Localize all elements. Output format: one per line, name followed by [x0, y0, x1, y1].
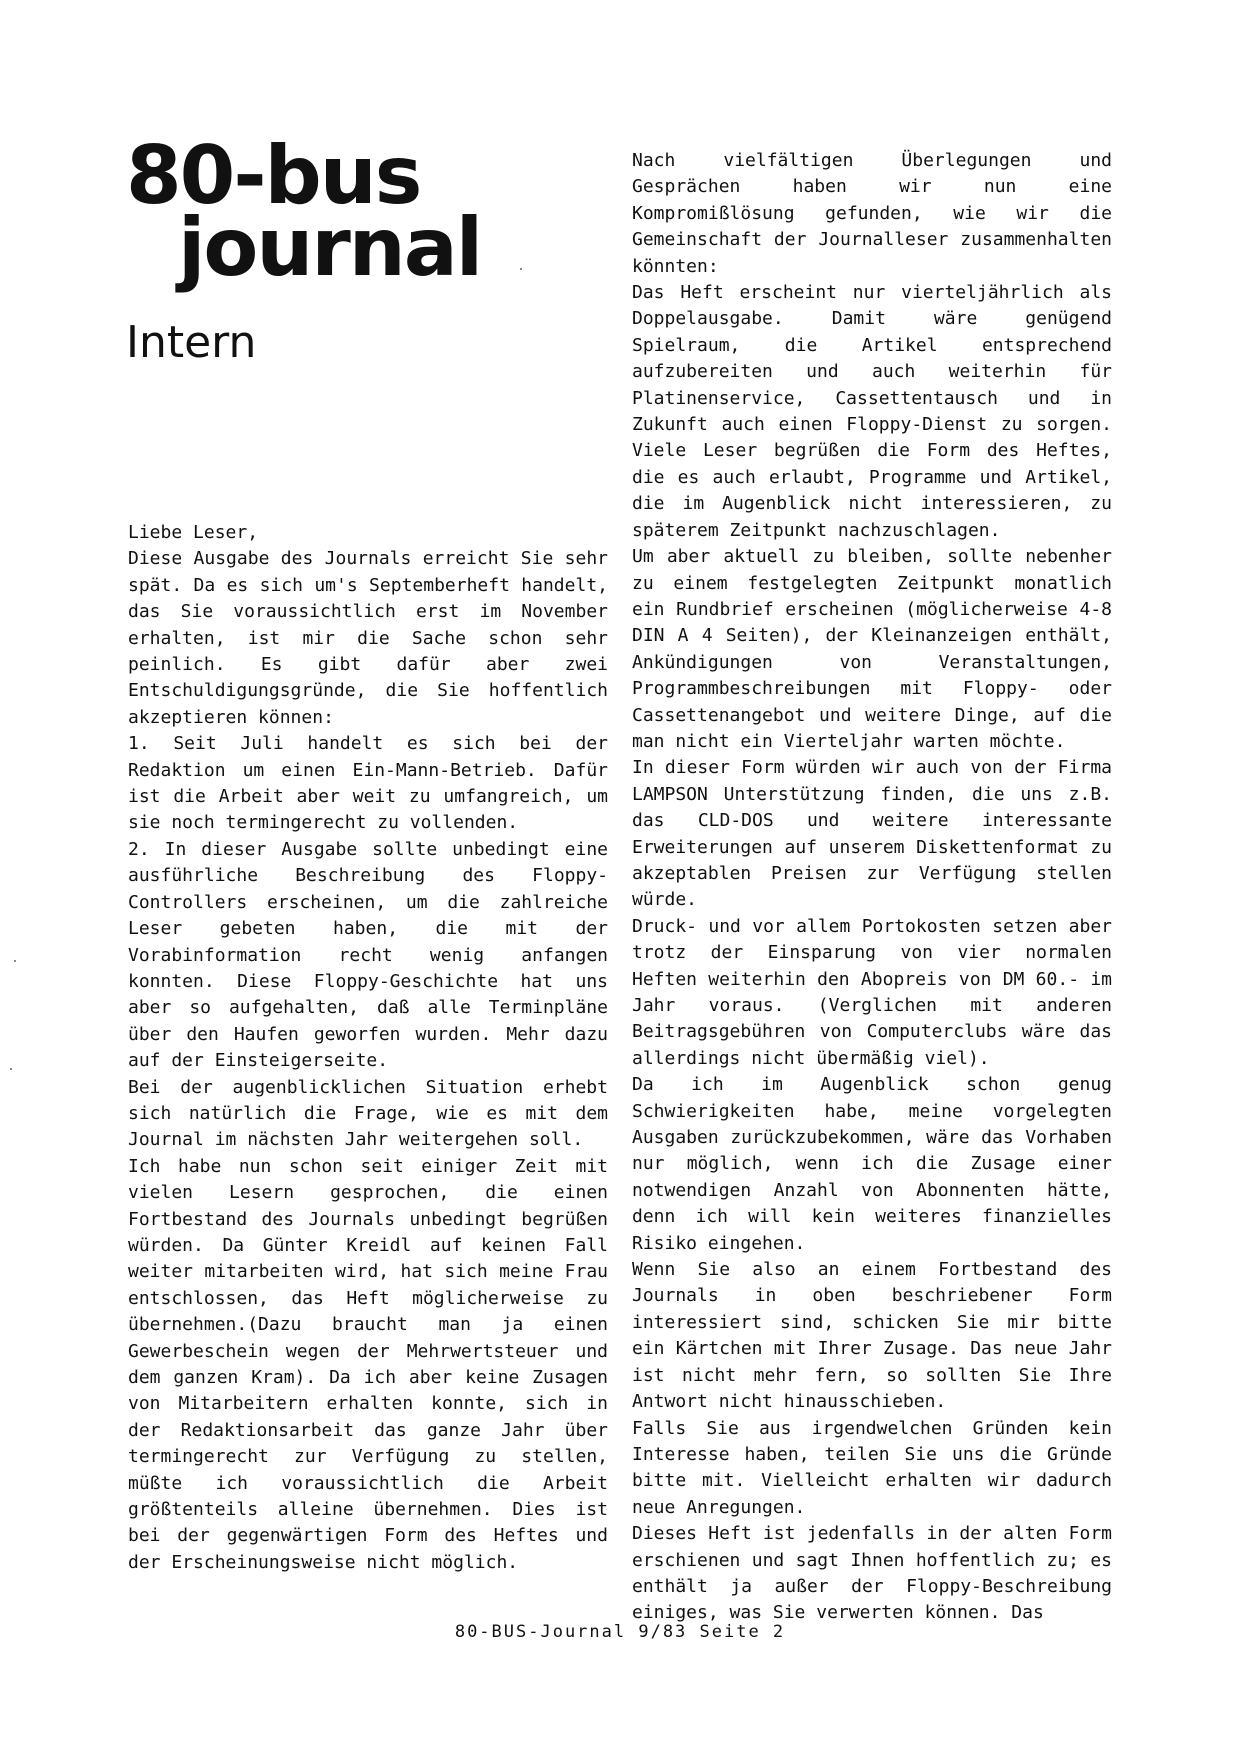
logo-line-2: journal — [178, 201, 482, 294]
paragraph: Druck- und vor allem Portokosten setzen aber trotz der Einsparung von vier normalen Heften weiterhin den Abopreis von DM 60.- im Jahr voraus. (Verglichen mit anderen Beitragsgebühren von Computerclubs wäre das allerdings nicht übermäßig viel). — [632, 915, 1112, 1069]
paragraph: In dieser Form würden wir auch von der Firma LAMPSON Unterstützung finden, die uns z.B. das CLD-DOS und weitere interessante Erweiterungen auf unserem Diskettenformat zu akzeptablen Preisen zur Verfügung stellen würde. — [632, 757, 1112, 911]
journal-logo — [126, 129, 546, 294]
scan-speck — [520, 268, 522, 270]
left-column — [128, 520, 608, 1576]
section-title: Intern — [126, 317, 257, 368]
paragraph: Dieses Heft ist jedenfalls in der alten Form erschienen und sagt Ihnen hoffentlich zu; es enthält ja außer der Floppy-Beschreibung einiges, was Sie verwerten können. Das — [632, 1523, 1112, 1624]
paragraph: Ich habe nun schon seit einiger Zeit mit vielen Lesern gesprochen, die einen Fortbestand des Journals unbedingt begrüßen würden. Da Günter Kreidl auf keinen Fall weiter mitarbeiten wird, hat sich meine Frau entschlossen, das Heft möglicherweise zu übernehmen.(Dazu braucht man ja einen Gewerbeschein wegen der Mehrwertsteuer und dem ganzen Kram). Da ich aber keine Zusagen von Mitarbeitern erhalten konnte, sich in der Redaktionsarbeit das ganze Jahr über termingerecht zur Verfügung zu stellen, müßte ich voraussichtlich die Arbeit größtenteils alleine übernehmen. Dies ist bei der gegenwärtigen Form des Heftes und der Erscheinungsweise nicht möglich. — [128, 1155, 608, 1573]
paragraph: Nach vielfältigen Überlegungen und Gesprächen haben wir nun eine Kompromißlösung gefunden, wie wir die Gemeinschaft der Journalleser zusammenhalten könnten: — [632, 150, 1112, 277]
scan-speck — [10, 1068, 12, 1070]
scan-speck — [14, 960, 16, 962]
paragraph: Wenn Sie also an einem Fortbestand des Journals in oben beschriebener Form interessiert sind, schicken Sie mir bitte ein Kärtchen mit Ihrer Zusage. Das neue Jahr ist nicht mehr fern, so sollten Sie Ihre Antwort nicht hinausschieben. — [632, 1259, 1112, 1413]
paragraph: 2. In dieser Ausgabe sollte unbedingt eine ausführliche Beschreibung des Floppy-Controllers erscheinen, um die zahlreiche Leser gebeten haben, die mit der Vorabinformation recht wenig anfangen konnten. Diese Floppy-Geschichte hat uns aber so aufgehalten, daß alle Terminpläne über den Haufen geworfen wurden. Mehr dazu auf der Einsteigerseite. — [128, 838, 608, 1072]
paragraph: Das Heft erscheint nur vierteljährlich als Doppelausgabe. Damit wäre genügend Spielraum, die Artikel entsprechend aufzubereiten und auch weiterhin für Platinenservice, Cassettentausch und in Zukunft auch einen Floppy-Dienst zu sorgen. Viele Leser begrüßen die Form des Heftes, die es auch erlaubt, Programme und Artikel, die im Augenblick nicht interessieren, zu späterem Zeitpunkt nachzuschlagen. — [632, 282, 1112, 541]
paragraph: Falls Sie aus irgendwelchen Gründen kein Interesse haben, teilen Sie uns die Gründe bitte mit. Vielleicht erhalten wir dadurch neue Anregungen. — [632, 1417, 1112, 1518]
paragraph: 1. Seit Juli handelt es sich bei der Redaktion um einen Ein-Mann-Betrieb. Dafür ist die Arbeit aber weit zu umfangreich, um sie noch termingerecht zu vollenden. — [128, 733, 608, 834]
logo-line-1: 80-bus — [126, 129, 421, 222]
paragraph: Bei der augenblicklichen Situation erhebt sich natürlich die Frage, wie es mit dem Journal im nächsten Jahr weitergehen soll. — [128, 1076, 608, 1151]
right-column — [632, 148, 1112, 1627]
greeting: Liebe Leser, — [128, 522, 259, 543]
page-footer: 80-BUS-Journal 9/83 Seite 2 — [454, 1622, 786, 1642]
paragraph: Um aber aktuell zu bleiben, sollte nebenher zu einem festgelegten Zeitpunkt monatlich ein Rundbrief erscheinen (möglicherweise 4-8 DIN A 4 Seiten), der Kleinanzeigen enthält, Ankündigungen von Veranstaltungen, Programmbeschreibungen mit Floppy- oder Cassettenangebot und weitere Dinge, auf die man nicht ein Vierteljahr warten möchte. — [632, 546, 1112, 752]
paragraph: Diese Ausgabe des Journals erreicht Sie sehr spät. Da es sich um's Septemberheft handelt, das Sie voraussichtlich erst im November erhalten, ist mir die Sache schon sehr peinlich. Es gibt dafür aber zwei Entschuldigungsgründe, die Sie hoffentlich akzeptieren können: — [128, 548, 608, 728]
paragraph: Da ich im Augenblick schon genug Schwierigkeiten habe, meine vorgelegten Ausgaben zurückzubekommen, wäre das Vorhaben nur möglich, wenn ich die Zusage einer notwendigen Anzahl von Abonnenten hätte, denn ich will kein weiteres finanzielles Risiko eingehen. — [632, 1074, 1112, 1254]
